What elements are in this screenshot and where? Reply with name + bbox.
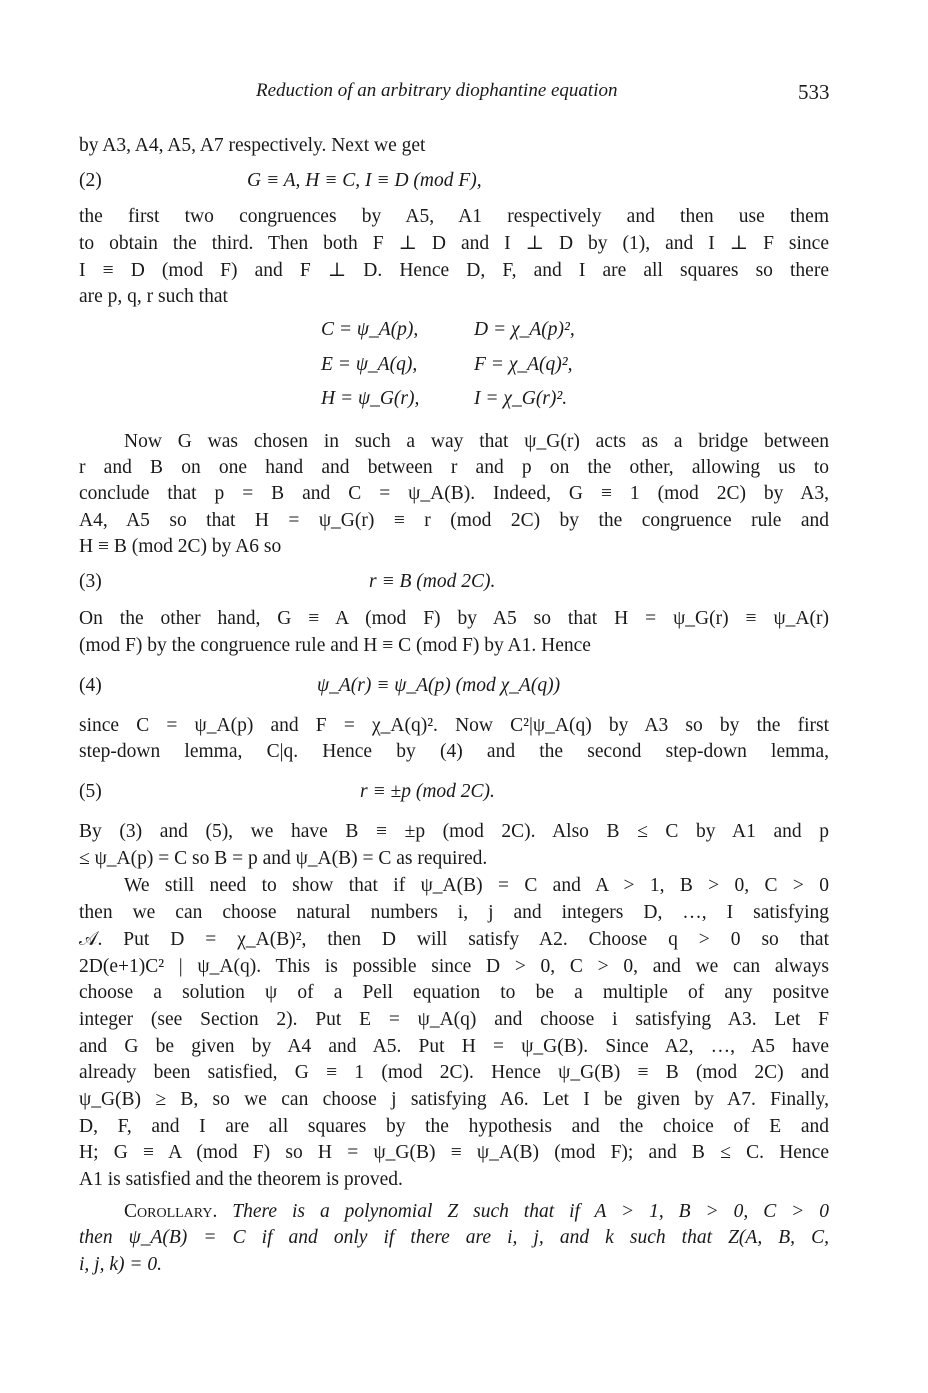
- text-line: by A3, A4, A5, A7 respectively. Next we get: [79, 135, 426, 156]
- text-line: 𝒜. Put D = χ_A(B)², then D will satisfy A2. Choose q > 0 so that: [79, 929, 829, 950]
- display-left: H = ψ_G(r),: [321, 388, 420, 409]
- page-number: 533: [798, 80, 830, 104]
- equation-body: G ≡ A, H ≡ C, I ≡ D (mod F),: [247, 170, 482, 191]
- text-line: ψ_G(B) ≥ B, so we can choose j satisfying A6. Let I be given by A7. Finally,: [79, 1089, 829, 1110]
- display-left: E = ψ_A(q),: [321, 354, 418, 375]
- corollary-line: [124, 1198, 829, 1226]
- display-right: I = χ_G(r)².: [474, 388, 568, 409]
- text-line: 2D(e+1)C² | ψ_A(q). This is possible since D > 0, C > 0, and we can always: [79, 956, 829, 977]
- text-line: conclude that p = B and C = ψ_A(B). Indeed, G ≡ 1 (mod 2C) by A3,: [79, 483, 829, 504]
- text-line: H; G ≡ A (mod F) so H = ψ_G(B) ≡ ψ_A(B) (mod F); and B ≤ C. Hence: [79, 1142, 829, 1163]
- text-line: then we can choose natural numbers i, j and integers D, …, I satisfying: [79, 902, 829, 923]
- text-line: On the other hand, G ≡ A (mod F) by A5 so that H = ψ_G(r) ≡ ψ_A(r): [79, 608, 829, 629]
- equation-5: [79, 777, 839, 807]
- running-title: Reduction of an arbitrary diophantine equation: [256, 80, 618, 101]
- text-line: integer (see Section 2). Put E = ψ_A(q) and choose i satisfying A3. Let F: [79, 1009, 829, 1030]
- corollary-text: There is a polynomial Z such that if A > 1, B > 0, C > 0: [232, 1201, 829, 1222]
- text-line: By (3) and (5), we have B ≡ ±p (mod 2C). Also B ≤ C by A1 and p: [79, 821, 829, 842]
- text-line: (mod F) by the congruence rule and H ≡ C (mod F) by A1. Hence: [79, 635, 591, 656]
- equation-number: (5): [79, 781, 102, 802]
- text-line: Now G was chosen in such a way that ψ_G(r) acts as a bridge between: [124, 431, 829, 452]
- text-line: A4, A5 so that H = ψ_G(r) ≡ r (mod 2C) by the congruence rule and: [79, 510, 829, 531]
- text-line: D, F, and I are all squares by the hypothesis and the choice of E and: [79, 1116, 829, 1137]
- text-line: ≤ ψ_A(p) = C so B = p and ψ_A(B) = C as required.: [79, 848, 488, 869]
- corollary-line: then ψ_A(B) = C if and only if there are i, j, and k such that Z(A, B, C,: [79, 1227, 829, 1248]
- text-line: since C = ψ_A(p) and F = χ_A(q)². Now C²|ψ_A(q) by A3 so by the first: [79, 715, 829, 736]
- equation-4: [79, 671, 839, 701]
- text-line: r and B on one hand and between r and p on the other, allowing us to: [79, 457, 829, 478]
- equation-body: r ≡ B (mod 2C).: [369, 571, 496, 592]
- equation-number: (3): [79, 571, 102, 592]
- display-right: D = χ_A(p)²,: [474, 319, 575, 340]
- corollary-label: Corollary.: [124, 1201, 218, 1222]
- display-right: F = χ_A(q)²,: [474, 354, 573, 375]
- text-line: step-down lemma, C|q. Hence by (4) and the second step-down lemma,: [79, 741, 829, 762]
- equation-body: r ≡ ±p (mod 2C).: [360, 781, 495, 802]
- text-line: to obtain the third. Then both F ⊥ D and I ⊥ D by (1), and I ⊥ F since: [79, 233, 829, 254]
- equation-number: (2): [79, 170, 102, 191]
- corollary-line: i, j, k) = 0.: [79, 1254, 163, 1275]
- text-line: the first two congruences by A5, A1 respectively and then use them: [79, 206, 829, 227]
- text-line: are p, q, r such that: [79, 286, 228, 307]
- equation-2: [79, 166, 839, 196]
- display-left: C = ψ_A(p),: [321, 319, 419, 340]
- text-line: We still need to show that if ψ_A(B) = C and A > 1, B > 0, C > 0: [124, 875, 829, 896]
- equation-body: ψ_A(r) ≡ ψ_A(p) (mod χ_A(q)): [317, 675, 561, 696]
- text-line: H ≡ B (mod 2C) by A6 so: [79, 536, 282, 557]
- equation-number: (4): [79, 675, 102, 696]
- text-line: choose a solution ψ of a Pell equation to be a multiple of any positve: [79, 982, 829, 1003]
- text-line: and G be given by A4 and A5. Put H = ψ_G(B). Since A2, …, A5 have: [79, 1036, 829, 1057]
- text-line: I ≡ D (mod F) and F ⊥ D. Hence D, F, and I are all squares so there: [79, 260, 829, 281]
- equation-3: [79, 567, 839, 597]
- text-line: A1 is satisfied and the theorem is proved.: [79, 1169, 403, 1190]
- text-line: already been satisfied, G ≡ 1 (mod 2C). Hence ψ_G(B) ≡ B (mod 2C) and: [79, 1062, 829, 1083]
